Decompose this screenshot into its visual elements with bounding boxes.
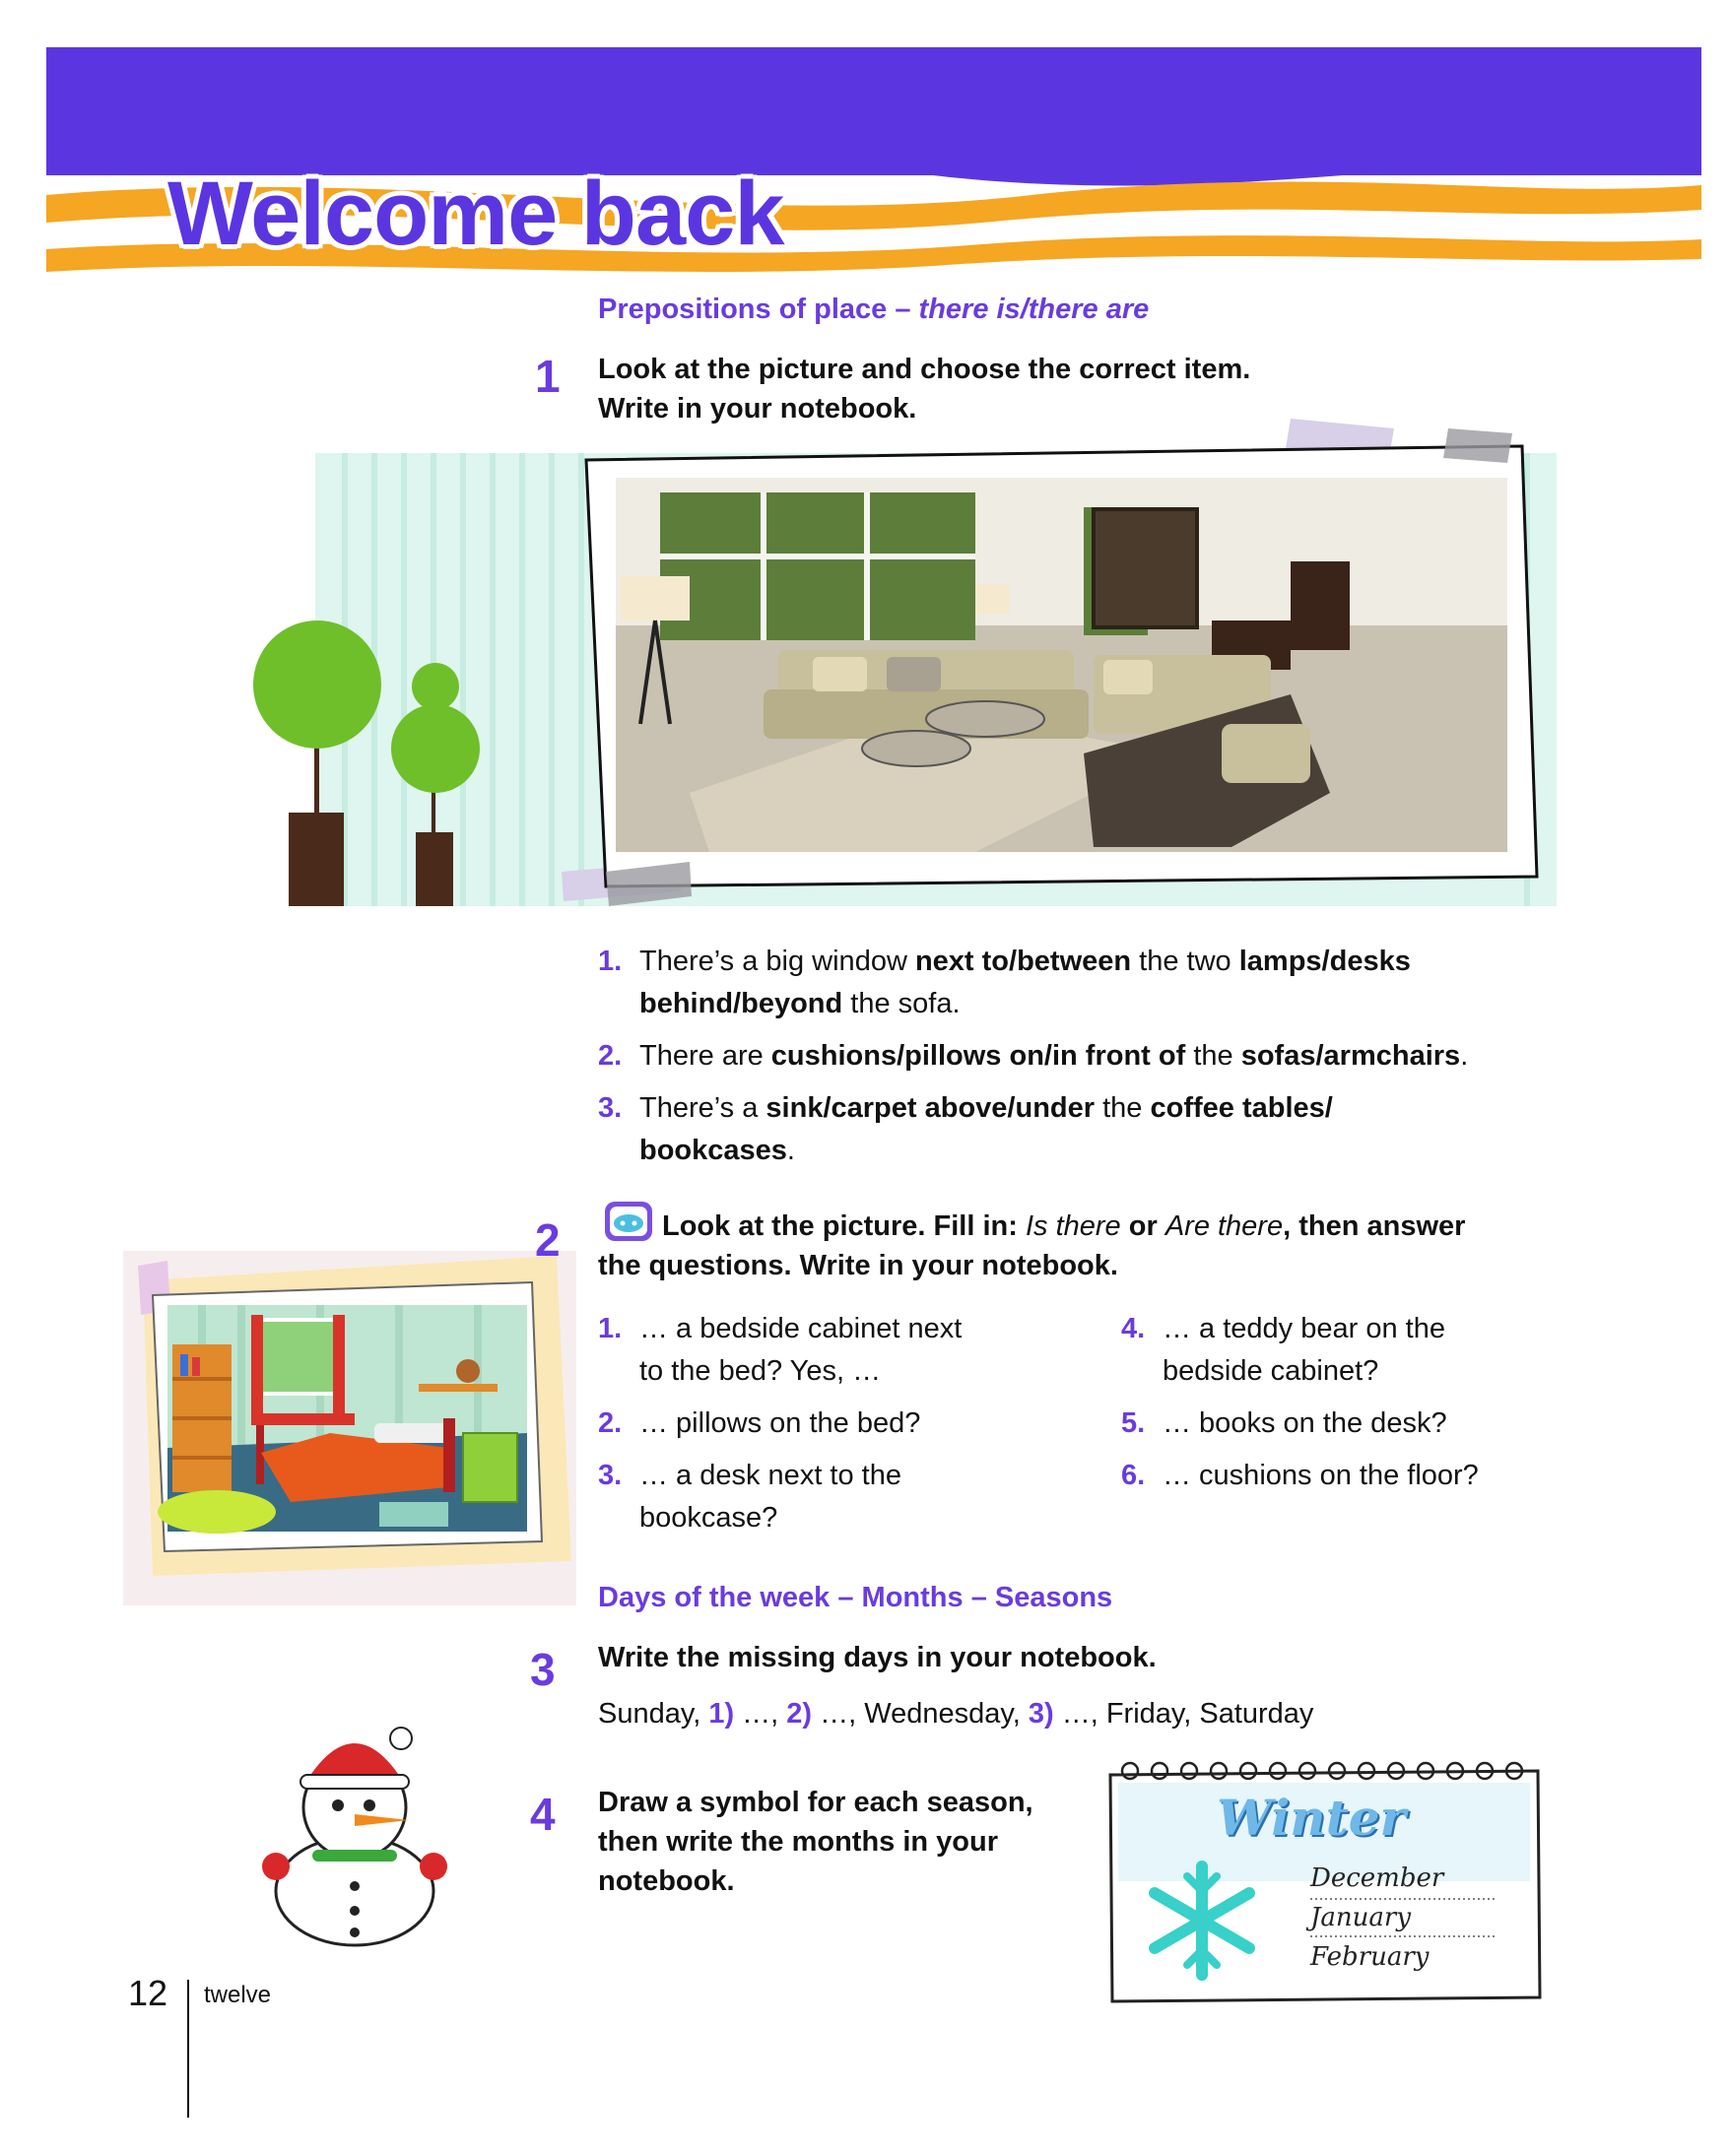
exercise-1-instruction: Look at the picture and choose the correct item. Write in your notebook. (598, 354, 1251, 425)
exercise-2-item: 6. … cushions on the floor? (1121, 1460, 1479, 1491)
exercise-2-item: 1. … a bedside cabinet next to the bed? Yes, … (598, 1313, 963, 1387)
exercise-1-item: 1. There’s a big window next to/between the two lamps/desks behind/beyond the sofa. (598, 946, 1411, 1019)
section-heading-days-months-seasons: Days of the week – Months – Seasons (598, 1582, 1113, 1613)
month-label: February (1310, 1942, 1430, 1972)
exercise-1-item: 3. There’s a sink/carpet above/under the coffee tables/ bookcases. (598, 1092, 1333, 1166)
living-room-illustration (227, 399, 1606, 931)
exercise-2-item: 2. … pillows on the bed? (598, 1407, 921, 1439)
exercise-3-instruction: Write the missing days in your notebook. (598, 1642, 1157, 1673)
bedroom-illustration (123, 1221, 576, 1605)
exercise-1-number: 1 (535, 351, 561, 402)
exercise-3-number: 3 (530, 1644, 556, 1695)
exercise-2-number: 2 (535, 1214, 561, 1266)
exercise-2-instruction: Look at the picture. Fill in: Is there or Are there, then answer the questions. Write in your notebook. (598, 1210, 1466, 1281)
winter-card (1108, 1753, 1542, 2004)
exercise-1-items (598, 941, 1583, 1172)
snowman-illustration (241, 1704, 468, 1950)
exercise-1-item: 2. There are cushions/pillows on/in front of the sofas/armchairs. (598, 1040, 1469, 1072)
exercise-2-item: 5. … books on the desk? (1121, 1407, 1447, 1439)
exercise-4-instruction: Draw a symbol for each season, then write the months in your notebook. (598, 1787, 1033, 1897)
month-label: December (1310, 1863, 1444, 1893)
exercise-2-item: 3. … a desk next to the bookcase? (598, 1460, 901, 1534)
page-number: 12 (128, 1973, 168, 2013)
section-heading-prepositions: Prepositions of place – there is/there are (598, 294, 1150, 325)
exercise-3-days: Sunday, 1) …, 2) …, Wednesday, 3) …, Friday, Saturday (598, 1698, 1314, 1730)
exercise-2-right-items (1121, 1308, 1614, 1497)
month-label: January (1310, 1903, 1412, 1932)
page-number-word: twelve (204, 1982, 272, 2008)
exercise-2-left-items (598, 1308, 1091, 1539)
page-number-divider (187, 1980, 189, 2118)
page-title: Welcome back (167, 163, 784, 264)
season-title: Winter (1217, 1789, 1406, 1847)
exercise-4-number: 4 (530, 1789, 556, 1840)
exercise-2-item: 4. … a teddy bear on the bedside cabinet? (1121, 1313, 1445, 1387)
